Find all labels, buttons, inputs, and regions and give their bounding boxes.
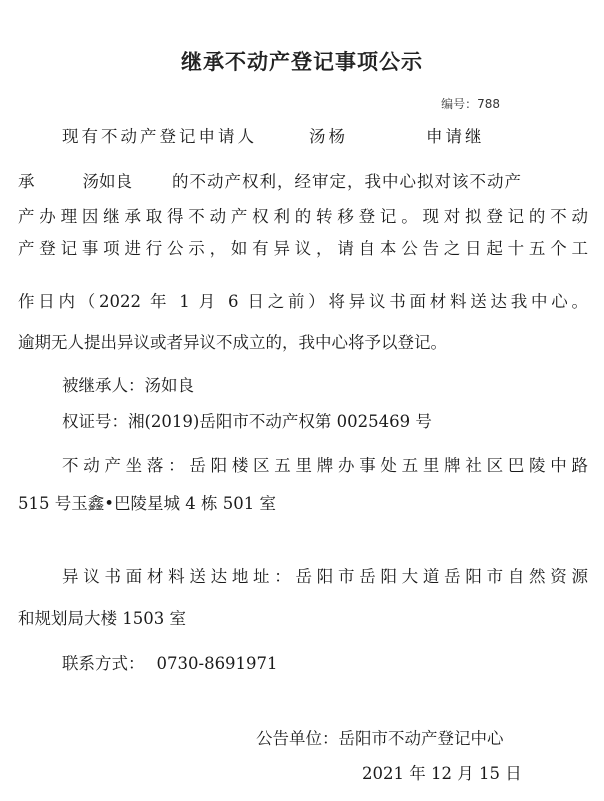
- para1-line4: 产登记事项进行公示，如有异议，请自本公告之日起十五个工: [18, 239, 588, 258]
- para1-line2-text-b: 的不动产权利，经审定，我中心拟对该不动产: [172, 172, 522, 191]
- para1-line1-text-b: 申请继: [426, 127, 485, 146]
- para1-line1-text-a: 现有不动产登记申请人: [62, 127, 257, 146]
- certificate-line: [62, 406, 588, 438]
- para1-line3: 产办理因继承取得不动产权利的转移登记。现对拟登记的不动: [18, 207, 588, 226]
- address-line1: [62, 561, 588, 593]
- location-value-line1: 岳阳楼区五里牌办事处五里牌社区巴陵中路: [189, 456, 589, 475]
- address-value-line1: 岳阳市岳阳大道岳阳市自然资源: [295, 567, 589, 586]
- location-line2: 515 号玉鑫•巴陵星城 4 栋 501 室: [18, 494, 276, 513]
- document-number: [441, 95, 500, 112]
- location-line1: [62, 450, 588, 482]
- issuer-value: 岳阳市不动产登记中心: [338, 729, 504, 748]
- certificate-value: 湘(2019)岳阳市不动产权第 0025469 号: [128, 412, 432, 431]
- para1-line5: 作日内（2022 年 1 月 6 日之前）将异议书面材料送达我中心。: [18, 292, 588, 311]
- para1-line2: [18, 166, 588, 198]
- applicant-name: 汤杨: [309, 127, 348, 146]
- decedent-label: 被继承人：: [62, 376, 145, 395]
- para1-line6: 逾期无人提出异议或者异议不成立的，我中心将予以登记。: [18, 333, 447, 352]
- issuer-label: 公告单位：: [256, 729, 339, 748]
- certificate-label: 权证号：: [62, 412, 128, 431]
- decedent-line: [62, 370, 588, 402]
- issuer-line: [256, 723, 504, 755]
- contact-value: 0730-8691971: [156, 654, 278, 673]
- number-value: 788: [477, 97, 500, 111]
- decedent-inline: 汤如良: [82, 172, 132, 191]
- address-label: 异议书面材料送达地址：: [62, 567, 296, 586]
- address-line2: 和规划局大楼 1503 室: [18, 609, 186, 628]
- para1-line1: [62, 121, 588, 153]
- contact-label: 联系方式：: [62, 654, 145, 673]
- decedent-value: 汤如良: [144, 376, 194, 395]
- number-label: 编号：: [441, 97, 478, 111]
- contact-line: [62, 648, 588, 680]
- location-label: 不动产坐落：: [62, 456, 190, 475]
- document-title: 继承不动产登记事项公示: [181, 50, 423, 74]
- issue-date: 2021 年 12 月 15 日: [362, 764, 522, 783]
- para1-line2-text-a: 承: [18, 172, 35, 191]
